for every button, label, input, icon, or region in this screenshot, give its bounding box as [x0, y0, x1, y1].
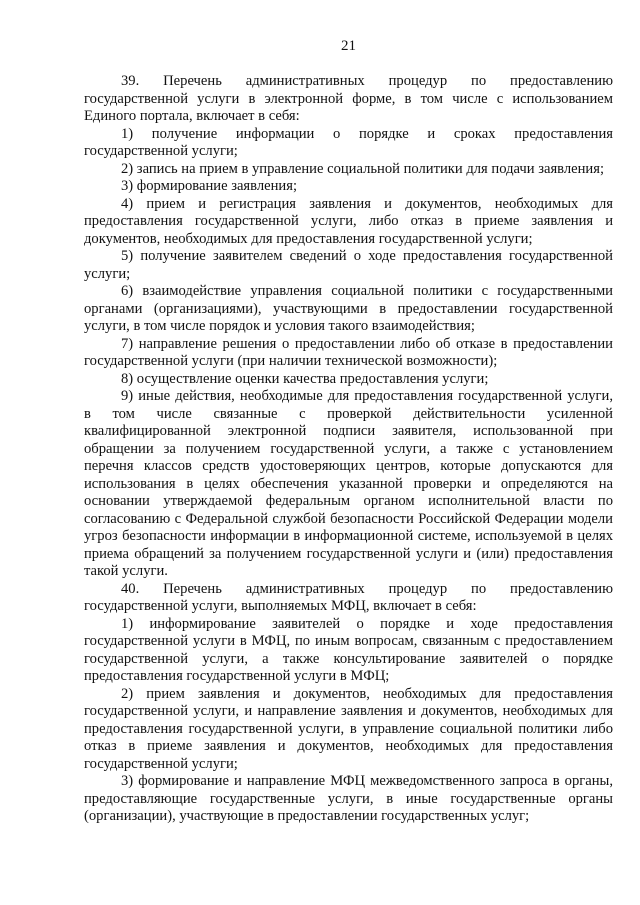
paragraph-39-item-9: 9) иные действия, необходимые для предоставления государственной услуги, в том числе связанные с проверкой действительности усиленной квалифицированной электронной подписи заявителя, использованной при обращении за получением государственной услуги, а также с установлением перечня классов средств удостоверяющих центров, которые допускаются для использования в целях обеспечения указанной проверки и определяются на основании утверждаемой федеральным органом исполнительной власти по согласованию с Федеральной службой безопасности Российской Федерации модели угроз безопасности информации в информационной системе, используемой в целях приема обращений за получением государственной услуги и (или) предоставления такой услуги.	[84, 388, 613, 579]
paragraph-39-item-4: 4) прием и регистрация заявления и документов, необходимых для предоставления государственной услуги, либо отказ в приеме заявления и документов, необходимых для предоставления государственной услуги;	[84, 195, 613, 247]
paragraph-40-intro: 40. Перечень административных процедур по предоставлению государственной услуги, выполняемых МФЦ, включает в себя:	[84, 580, 613, 614]
paragraph-39-item-3: 3) формирование заявления;	[121, 178, 297, 194]
paragraph-39-item-6: 6) взаимодействие управления социальной политики с государственными органами (организациями), участвующими в предоставлении государственной услуги, в том числе порядок и условия такого взаимодействия;	[84, 283, 613, 334]
paragraph-40-item-2: 2) прием заявления и документов, необходимых для предоставления государственной услуги, и направление заявления и документов, необходимых для предоставления государственной услуги, в управление социальной политики либо отказ в приеме заявления и документов, необходимых для предоставления государственной услуги;	[84, 685, 613, 772]
document-body	[84, 73, 613, 826]
paragraph-39-item-8: 8) осуществление оценки качества предоставления услуги;	[121, 370, 489, 387]
paragraph-39-intro: 39. Перечень административных процедур по предоставлению государственной услуги в электронной форме, в том числе с использованием Единого портала, включает в себя:	[84, 73, 613, 124]
paragraph-39-item-2: 2) запись на прием в управление социальной политики для подачи заявления;	[121, 160, 605, 177]
paragraph-39-item-7: 7) направление решения о предоставлении либо об отказе в предоставлении государственной услуги (при наличии технической возможности);	[84, 335, 613, 369]
paragraph-39-item-5: 5) получение заявителем сведений о ходе предоставления государственной услуги;	[84, 248, 613, 282]
paragraph-40-item-3: 3) формирование и направление МФЦ межведомственного запроса в органы, предоставляющие государственные услуги, в иные государственные органы (организации), участвующие в предоставлении государственных услуг;	[84, 773, 613, 824]
page-number: 21	[341, 38, 356, 54]
paragraph-40-item-1: 1) информирование заявителей о порядке и ходе предоставления государственной услуги в МФЦ, по иным вопросам, связанным с предоставлением государственной услуги, а также консультирование заявителей о порядке предоставления государственной услуги в МФЦ;	[84, 615, 613, 684]
paragraph-39-item-1: 1) получение информации о порядке и сроках предоставления государственной услуги;	[84, 125, 613, 159]
